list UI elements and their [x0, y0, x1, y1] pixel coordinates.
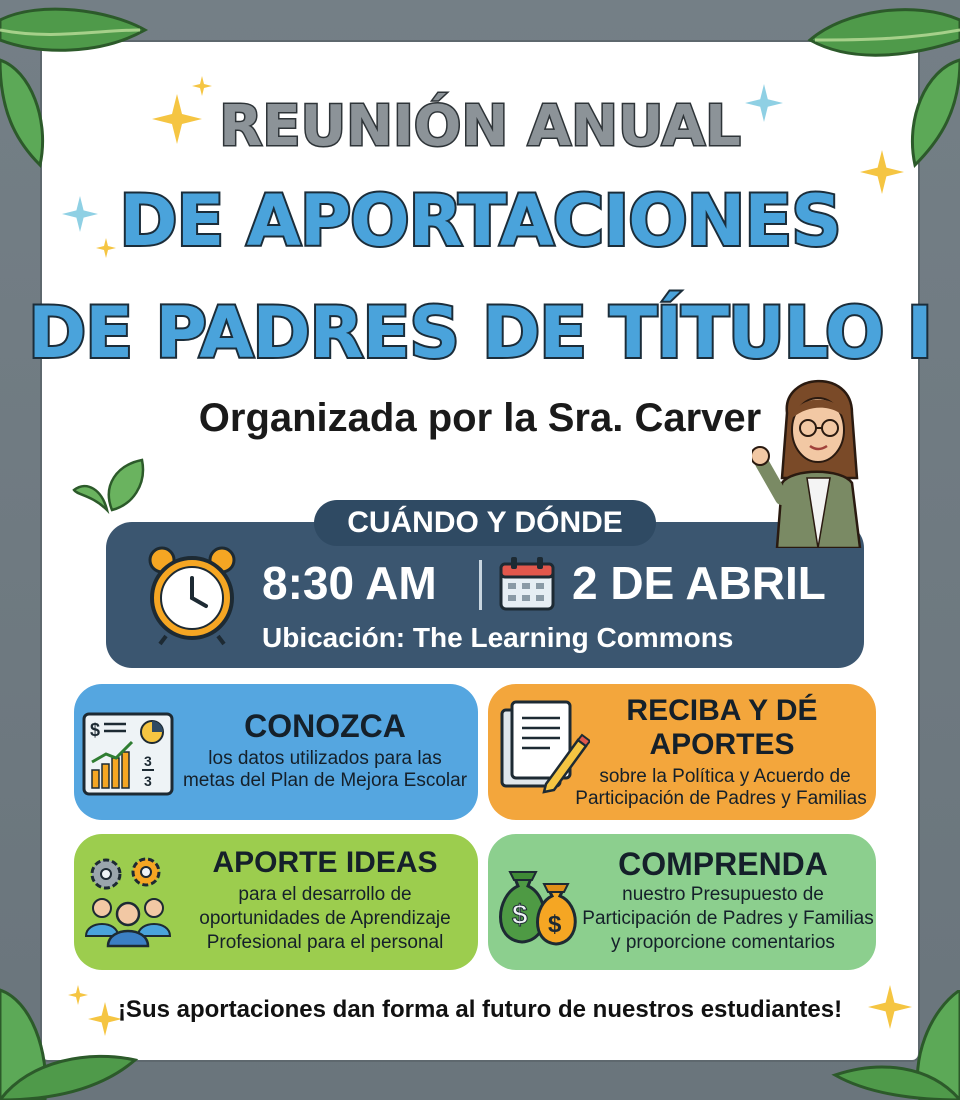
teacher-avatar-icon [752, 368, 882, 548]
section-text: oportunidades de Aprendizaje [199, 908, 451, 929]
section-heading: APORTE IDEAS [212, 846, 438, 879]
section-heading: RECIBA Y DÉ [626, 694, 818, 727]
event-time: 8:30 AM [262, 557, 437, 609]
calendar-icon [498, 556, 556, 612]
host-line: Organizada por la Sra. Carver [198, 396, 762, 440]
document-pencil-icon [498, 700, 590, 800]
section-text: Profesional para el personal [206, 932, 444, 953]
section-text: Participación de Padres y Familias [575, 788, 867, 809]
team-gears-icon [80, 852, 176, 948]
section-text: y proporcione comentarios [611, 932, 835, 953]
section-text: metas del Plan de Mejora Escolar [182, 770, 468, 791]
event-location: Ubicación: The Learning Commons [262, 622, 734, 653]
section-heading: COMPRENDA [618, 846, 828, 882]
footer-message: ¡Sus aportaciones dan forma al futuro de nuestros estudiantes! [117, 996, 843, 1023]
event-date: 2 DE ABRIL [572, 557, 826, 609]
title-line-3: DE PADRES DE TÍTULO I [28, 292, 932, 374]
small-leaves-icon [72, 455, 152, 515]
svg-text:$: $ [90, 720, 101, 740]
when-where-label: CUÁNDO Y DÓNDE [314, 500, 656, 546]
money-bags-icon [492, 856, 588, 948]
sparkle-icon [192, 76, 212, 96]
section-heading: APORTES [649, 728, 795, 761]
alarm-clock-icon [142, 546, 242, 646]
section-text: Participación de Padres y Familias [582, 908, 874, 929]
svg-text:3: 3 [144, 753, 152, 769]
section-text: los datos utilizados para las [208, 748, 442, 769]
data-chart-icon [82, 712, 174, 796]
section-text: para el desarrollo de [238, 884, 412, 905]
title-line-1: REUNIÓN ANUAL [219, 94, 741, 159]
svg-text:$: $ [548, 911, 562, 938]
section-text: sobre la Política y Acuerdo de [599, 766, 851, 787]
divider [479, 560, 482, 610]
section-text: nuestro Presupuesto de [622, 884, 824, 905]
svg-text:3: 3 [144, 773, 152, 789]
section-heading: CONOZCA [244, 708, 406, 744]
svg-text:$: $ [512, 899, 528, 930]
title-line-2: DE APORTACIONES [119, 180, 841, 262]
